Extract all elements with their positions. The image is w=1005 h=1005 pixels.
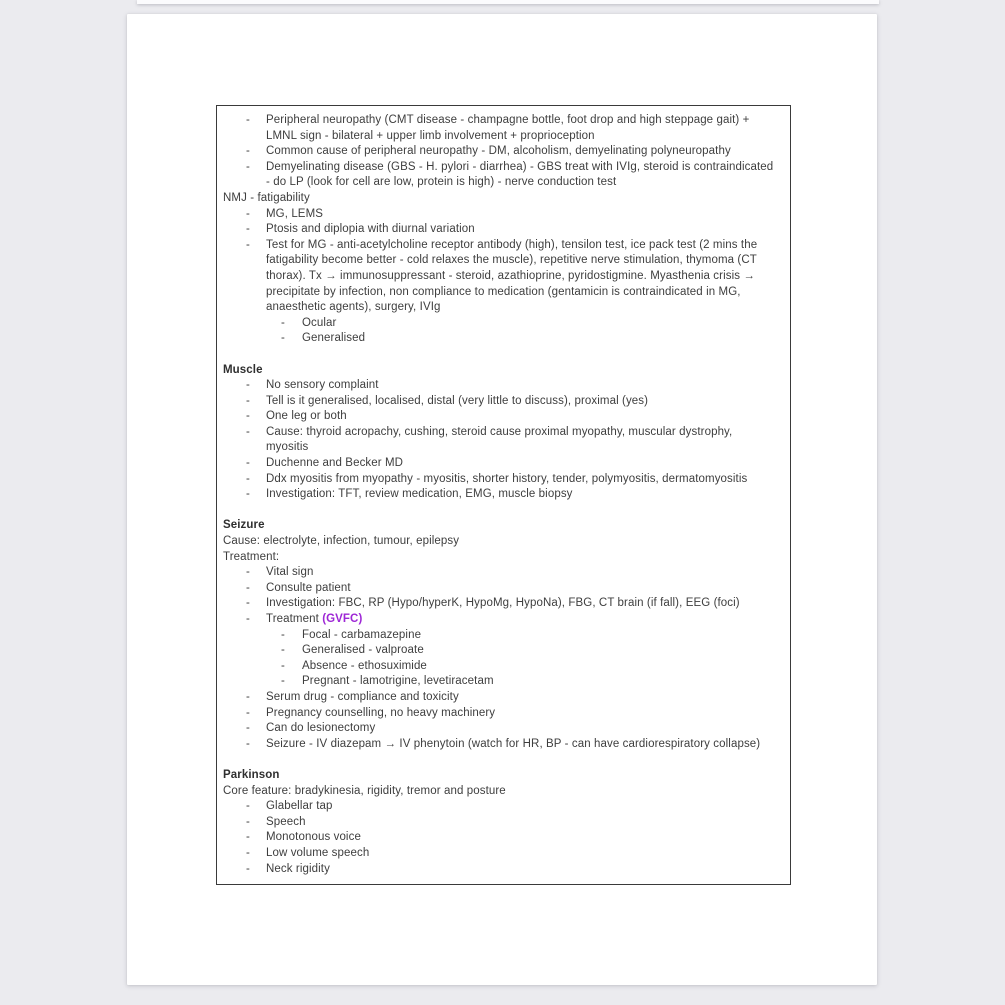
bullet-dash: - <box>246 160 250 173</box>
list-item <box>217 409 777 425</box>
list-item-text: Can do lesionectomy <box>266 722 376 735</box>
bullet-dash: - <box>246 597 250 610</box>
bullet-dash: - <box>246 690 250 703</box>
list-item-text: Low volume speech <box>266 846 370 859</box>
blank-line <box>217 347 777 363</box>
highlighted-text: (GVFC) <box>322 613 363 625</box>
bullet-dash: - <box>246 706 250 719</box>
list-item <box>217 581 777 597</box>
list-item-text: Duchenne and Becker MD <box>266 457 404 470</box>
list-item-text: Pregnancy counselling, no heavy machinery <box>266 706 496 719</box>
list-item-text: Absence - ethosuximide <box>302 659 427 672</box>
bullet-dash: - <box>246 815 250 828</box>
list-item <box>217 862 777 878</box>
bullet-dash: - <box>246 379 250 392</box>
bullet-dash: - <box>246 737 250 750</box>
list-item-text: Peripheral neuropathy (CMT disease - champagne bottle, foot drop and high steppage gait) + LMNL sign - bilateral + upper limb involvement + proprioception <box>266 114 750 142</box>
list-item <box>217 331 777 347</box>
list-item <box>217 456 777 472</box>
list-item <box>217 830 777 846</box>
bullet-dash: - <box>246 114 250 126</box>
paragraph: Treatment: <box>223 550 280 563</box>
list-item <box>217 378 777 394</box>
list-item-text: Investigation: TFT, review medication, EMG, muscle biopsy <box>266 488 573 501</box>
list-item-text: Ocular <box>302 316 337 329</box>
list-item <box>217 799 777 815</box>
bullet-dash: - <box>246 145 250 158</box>
bullet-dash: - <box>281 659 285 672</box>
list-item <box>217 596 777 612</box>
list-item-text: No sensory complaint <box>266 379 379 392</box>
paragraph: Core feature: bradykinesia, rigidity, tremor and posture <box>223 784 506 797</box>
list-item-text: Ddx myositis from myopathy - myositis, shorter history, tender, polymyositis, dermatomyositis <box>266 472 748 485</box>
bullet-dash: - <box>281 332 285 345</box>
bullet-dash: - <box>281 675 285 688</box>
list-item <box>217 425 777 456</box>
paragraph: Cause: electrolyte, infection, tumour, epilepsy <box>223 535 460 548</box>
list-item <box>217 394 777 410</box>
list-item <box>217 472 777 488</box>
bullet-dash: - <box>246 846 250 859</box>
list-item <box>217 721 777 737</box>
list-item <box>217 222 777 238</box>
section-heading: Seizure <box>223 519 265 532</box>
list-item-text: Common cause of peripheral neuropathy - DM, alcoholism, demyelinating polyneuropathy <box>266 145 731 158</box>
list-item-text: Consulte patient <box>266 581 351 594</box>
bullet-dash: - <box>246 831 250 844</box>
list-item-text: Demyelinating disease (GBS - H. pylori - diarrhea) - GBS treat with IVIg, steroid is contraindicated - do LP (look for cell are low, protein is high) - nerve conduction test <box>266 160 774 189</box>
list-item <box>217 628 777 644</box>
previous-page-bottom-edge <box>137 0 879 4</box>
list-item <box>217 565 777 581</box>
list-item <box>217 207 777 223</box>
list-item-text: Test for MG - anti-acetylcholine receptor antibody (high), tensilon test, ice pack test (2 mins the fatigability become better - cold relaxes the muscle), repetitive nerve stimulation, thymoma (CT thorax). Tx → immunosuppressant - steroid, azathioprine, pyridostigmine. Myasthenia crisis → precipitate by infection, non compliance to medication (gentamicin is contraindicated in MG, anaesthetic agents), surgery, IVIg <box>266 238 758 314</box>
list-item-text: Speech <box>266 815 306 828</box>
list-item-text: Cause: thyroid acropachy, cushing, steroid cause proximal myopathy, muscular dystrophy, myositis <box>266 425 733 454</box>
blank-line <box>217 503 777 519</box>
list-item <box>217 737 777 753</box>
bullet-dash: - <box>246 800 250 813</box>
bullet-dash: - <box>246 862 250 875</box>
list-item-text: Monotonous voice <box>266 831 361 844</box>
list-item-text: Ptosis and diplopia with diurnal variation <box>266 223 475 236</box>
list-item-text: One leg or both <box>266 410 347 423</box>
list-item <box>217 316 777 332</box>
document-page[interactable] <box>127 14 877 985</box>
bullet-dash: - <box>246 457 250 470</box>
list-item <box>217 815 777 831</box>
section-heading: Muscle <box>223 363 263 376</box>
list-item-text: Neck rigidity <box>266 862 330 875</box>
list-item-text: Seizure - IV diazepam → IV phenytoin (watch for HR, BP - can have cardiorespiratory collapse) <box>266 737 761 750</box>
list-item <box>217 690 777 706</box>
list-item-text: Vital sign <box>266 566 314 579</box>
section-heading: Parkinson <box>223 768 280 781</box>
bullet-dash: - <box>246 566 250 579</box>
list-item-text: Treatment (GVFC) <box>266 613 363 625</box>
paragraph: NMJ - fatigability <box>223 191 310 204</box>
list-item <box>217 643 777 659</box>
blank-line <box>217 752 777 768</box>
list-item <box>217 612 777 628</box>
list-item <box>217 706 777 722</box>
list-item <box>217 144 777 160</box>
list-item-text: MG, LEMS <box>266 207 324 220</box>
notes-border-box[interactable] <box>216 105 791 885</box>
list-item <box>217 846 777 862</box>
bullet-dash: - <box>246 207 250 220</box>
list-item <box>217 238 777 316</box>
bullet-dash: - <box>246 613 250 625</box>
bullet-dash: - <box>246 488 250 501</box>
list-item-text: Generalised - valproate <box>302 644 424 657</box>
bullet-dash: - <box>246 410 250 423</box>
list-item-text: Generalised <box>302 332 366 345</box>
list-item <box>217 487 777 503</box>
list-item-text: Tell is it generalised, localised, distal (very little to discuss), proximal (yes) <box>266 394 649 407</box>
list-item-text: Serum drug - compliance and toxicity <box>266 690 459 703</box>
bullet-dash: - <box>281 644 285 657</box>
bullet-dash: - <box>281 628 285 641</box>
bullet-dash: - <box>246 722 250 735</box>
list-item-text: Focal - carbamazepine <box>302 628 422 641</box>
bullet-dash: - <box>246 223 250 236</box>
list-item-text: Pregnant - lamotrigine, levetiracetam <box>302 675 494 688</box>
bullet-dash: - <box>246 425 250 438</box>
list-item <box>217 674 777 690</box>
notes-content <box>217 106 790 877</box>
bullet-dash: - <box>246 472 250 485</box>
list-item <box>217 659 777 675</box>
list-item-text: Investigation: FBC, RP (Hypo/hyperK, HypoMg, HypoNa), FBG, CT brain (if fall), EEG (foci) <box>266 597 740 610</box>
list-item <box>217 113 777 144</box>
list-item-text: Glabellar tap <box>266 800 333 813</box>
list-item <box>217 160 777 191</box>
bullet-dash: - <box>246 238 250 251</box>
bullet-dash: - <box>246 394 250 407</box>
bullet-dash: - <box>281 316 285 329</box>
bullet-dash: - <box>246 581 250 594</box>
